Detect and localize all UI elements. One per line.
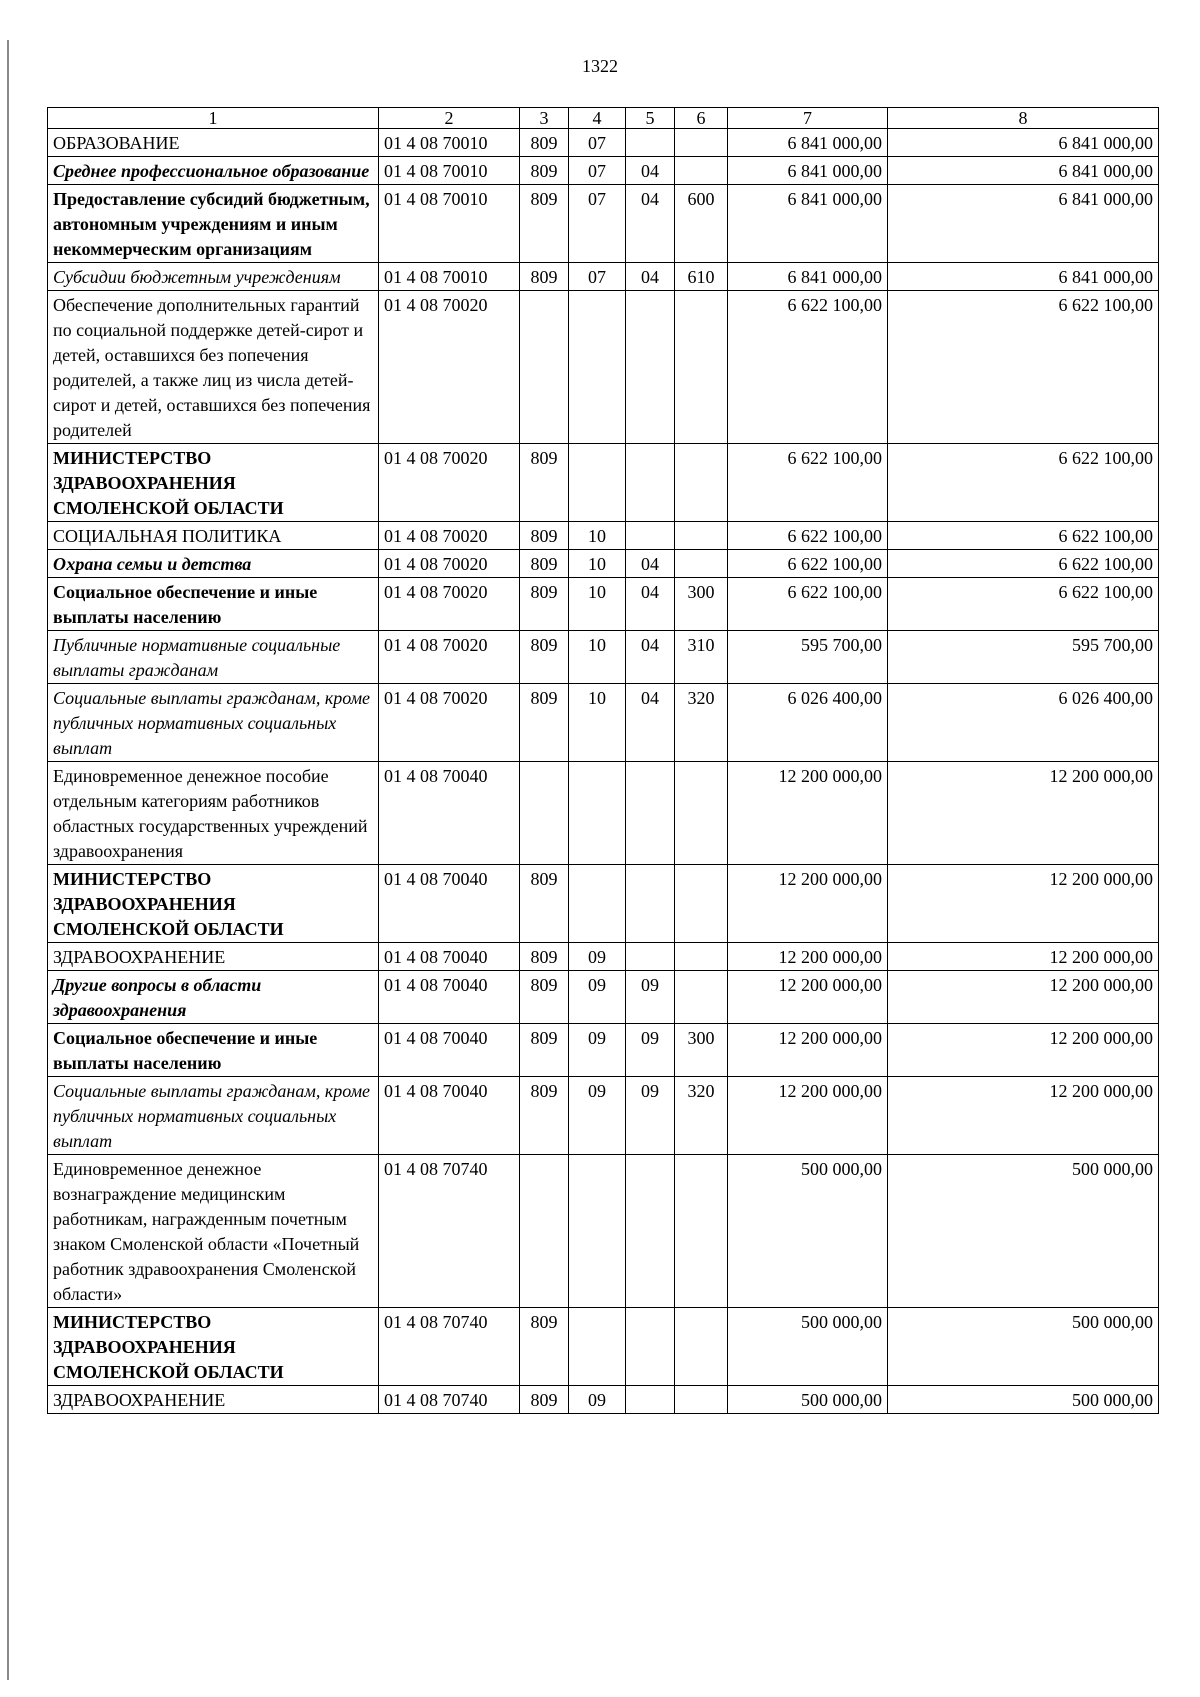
row-name: Среднее профессиональное образование	[48, 157, 379, 185]
table-row	[48, 129, 1159, 157]
amount-column-7: 12 200 000,00	[728, 762, 888, 865]
ministry-code: 809	[520, 550, 569, 578]
row-name: Охрана семьи и детства	[48, 550, 379, 578]
amount-column-7: 6 841 000,00	[728, 157, 888, 185]
expense-kind-code	[675, 1386, 728, 1414]
expense-kind-code	[675, 1308, 728, 1386]
ministry-code: 809	[520, 865, 569, 943]
subsection-code	[626, 129, 675, 157]
budget-table	[47, 107, 1159, 1414]
expense-kind-code	[675, 129, 728, 157]
section-code	[569, 291, 626, 444]
expense-kind-code	[675, 762, 728, 865]
section-code: 07	[569, 185, 626, 263]
amount-column-7: 6 622 100,00	[728, 291, 888, 444]
column-number-7: 7	[728, 108, 888, 129]
expense-kind-code	[675, 1155, 728, 1308]
row-name: МИНИСТЕРСТВО ЗДРАВООХРАНЕНИЯ СМОЛЕНСКОЙ ОБЛАСТИ	[48, 444, 379, 522]
table-row	[48, 971, 1159, 1024]
amount-column-8: 6 622 100,00	[888, 291, 1159, 444]
expense-kind-code	[675, 291, 728, 444]
row-name: ЗДРАВООХРАНЕНИЕ	[48, 1386, 379, 1414]
amount-column-8: 6 841 000,00	[888, 129, 1159, 157]
table-row	[48, 522, 1159, 550]
column-number-1: 1	[48, 108, 379, 129]
column-number-4: 4	[569, 108, 626, 129]
amount-column-7: 6 841 000,00	[728, 263, 888, 291]
subsection-code: 09	[626, 1024, 675, 1077]
row-name: Предоставление субсидий бюджетным, автономным учреждениям и иным некоммерческим организациям	[48, 185, 379, 263]
target-code: 01 4 08 70010	[379, 129, 520, 157]
ministry-code: 809	[520, 444, 569, 522]
amount-column-7: 500 000,00	[728, 1308, 888, 1386]
amount-column-8: 12 200 000,00	[888, 865, 1159, 943]
subsection-code: 04	[626, 263, 675, 291]
table-row	[48, 1024, 1159, 1077]
ministry-code: 809	[520, 631, 569, 684]
table-row	[48, 185, 1159, 263]
expense-kind-code	[675, 943, 728, 971]
amount-column-7: 6 622 100,00	[728, 444, 888, 522]
target-code: 01 4 08 70040	[379, 943, 520, 971]
table-row	[48, 444, 1159, 522]
amount-column-8: 6 026 400,00	[888, 684, 1159, 762]
row-name: Социальные выплаты гражданам, кроме публичных нормативных социальных выплат	[48, 684, 379, 762]
table-row	[48, 1155, 1159, 1308]
target-code: 01 4 08 70040	[379, 865, 520, 943]
section-code	[569, 1155, 626, 1308]
target-code: 01 4 08 70020	[379, 444, 520, 522]
row-name: Обеспечение дополнительных гарантий по социальной поддержке детей-сирот и детей, оставшихся без попечения родителей, а также лиц из числа детей-сирот и детей, оставшихся без попечения родителей	[48, 291, 379, 444]
ministry-code: 809	[520, 971, 569, 1024]
table-row	[48, 157, 1159, 185]
table-row	[48, 943, 1159, 971]
amount-column-8: 12 200 000,00	[888, 971, 1159, 1024]
expense-kind-code	[675, 444, 728, 522]
target-code: 01 4 08 70740	[379, 1155, 520, 1308]
amount-column-7: 6 841 000,00	[728, 129, 888, 157]
ministry-code: 809	[520, 157, 569, 185]
target-code: 01 4 08 70020	[379, 550, 520, 578]
ministry-code	[520, 1155, 569, 1308]
section-code: 09	[569, 1077, 626, 1155]
row-name: ЗДРАВООХРАНЕНИЕ	[48, 943, 379, 971]
section-code: 09	[569, 943, 626, 971]
page-number: 1322	[582, 56, 618, 76]
expense-kind-code: 610	[675, 263, 728, 291]
ministry-code: 809	[520, 1024, 569, 1077]
row-name: Единовременное денежное пособие отдельным категориям работников областных государственных учреждений здравоохранения	[48, 762, 379, 865]
amount-column-8: 595 700,00	[888, 631, 1159, 684]
amount-column-8: 12 200 000,00	[888, 1024, 1159, 1077]
expense-kind-code	[675, 157, 728, 185]
ministry-code: 809	[520, 1077, 569, 1155]
target-code: 01 4 08 70040	[379, 1077, 520, 1155]
amount-column-7: 6 026 400,00	[728, 684, 888, 762]
ministry-code: 809	[520, 129, 569, 157]
row-name: МИНИСТЕРСТВО ЗДРАВООХРАНЕНИЯ СМОЛЕНСКОЙ ОБЛАСТИ	[48, 865, 379, 943]
section-code	[569, 1308, 626, 1386]
subsection-code	[626, 291, 675, 444]
ministry-code: 809	[520, 684, 569, 762]
expense-kind-code: 320	[675, 684, 728, 762]
section-code	[569, 865, 626, 943]
amount-column-7: 12 200 000,00	[728, 865, 888, 943]
amount-column-8: 6 841 000,00	[888, 185, 1159, 263]
section-code	[569, 444, 626, 522]
section-code: 10	[569, 631, 626, 684]
amount-column-8: 500 000,00	[888, 1386, 1159, 1414]
row-name: ОБРАЗОВАНИЕ	[48, 129, 379, 157]
expense-kind-code: 300	[675, 1024, 728, 1077]
expense-kind-code: 300	[675, 578, 728, 631]
amount-column-8: 12 200 000,00	[888, 943, 1159, 971]
table-row	[48, 865, 1159, 943]
amount-column-8: 6 841 000,00	[888, 157, 1159, 185]
row-name: Социальное обеспечение и иные выплаты населению	[48, 578, 379, 631]
table-row	[48, 1386, 1159, 1414]
section-code: 10	[569, 550, 626, 578]
amount-column-8: 6 622 100,00	[888, 522, 1159, 550]
section-code: 09	[569, 971, 626, 1024]
target-code: 01 4 08 70010	[379, 157, 520, 185]
row-name: Публичные нормативные социальные выплаты гражданам	[48, 631, 379, 684]
target-code: 01 4 08 70020	[379, 522, 520, 550]
subsection-code: 04	[626, 157, 675, 185]
subsection-code: 04	[626, 185, 675, 263]
amount-column-7: 6 841 000,00	[728, 185, 888, 263]
ministry-code: 809	[520, 263, 569, 291]
subsection-code	[626, 943, 675, 971]
table-row	[48, 1077, 1159, 1155]
amount-column-8: 500 000,00	[888, 1155, 1159, 1308]
subsection-code	[626, 444, 675, 522]
table-row	[48, 1308, 1159, 1386]
section-code	[569, 762, 626, 865]
subsection-code: 04	[626, 550, 675, 578]
target-code: 01 4 08 70010	[379, 185, 520, 263]
column-number-8: 8	[888, 108, 1159, 129]
table-row	[48, 263, 1159, 291]
target-code: 01 4 08 70040	[379, 762, 520, 865]
column-number-3: 3	[520, 108, 569, 129]
row-name: Единовременное денежное вознаграждение медицинским работникам, награжденным почетным знаком Смоленской области «Почетный работник здравоохранения Смоленской области»	[48, 1155, 379, 1308]
section-code: 09	[569, 1386, 626, 1414]
table-row	[48, 291, 1159, 444]
amount-column-7: 12 200 000,00	[728, 943, 888, 971]
subsection-code: 04	[626, 631, 675, 684]
section-code: 07	[569, 129, 626, 157]
amount-column-7: 6 622 100,00	[728, 578, 888, 631]
section-code: 10	[569, 522, 626, 550]
section-code: 07	[569, 263, 626, 291]
table-row	[48, 631, 1159, 684]
subsection-code	[626, 1308, 675, 1386]
table-row	[48, 578, 1159, 631]
table-header-row	[48, 108, 1159, 129]
table-row	[48, 684, 1159, 762]
row-name: Социальные выплаты гражданам, кроме публичных нормативных социальных выплат	[48, 1077, 379, 1155]
amount-column-8: 6 622 100,00	[888, 444, 1159, 522]
target-code: 01 4 08 70040	[379, 1024, 520, 1077]
subsection-code	[626, 762, 675, 865]
target-code: 01 4 08 70020	[379, 631, 520, 684]
amount-column-8: 6 622 100,00	[888, 550, 1159, 578]
section-code: 07	[569, 157, 626, 185]
target-code: 01 4 08 70740	[379, 1308, 520, 1386]
amount-column-7: 500 000,00	[728, 1386, 888, 1414]
target-code: 01 4 08 70020	[379, 684, 520, 762]
amount-column-8: 6 622 100,00	[888, 578, 1159, 631]
column-number-5: 5	[626, 108, 675, 129]
expense-kind-code	[675, 865, 728, 943]
amount-column-8: 6 841 000,00	[888, 263, 1159, 291]
amount-column-8: 12 200 000,00	[888, 762, 1159, 865]
column-number-6: 6	[675, 108, 728, 129]
ministry-code: 809	[520, 185, 569, 263]
amount-column-7: 12 200 000,00	[728, 1077, 888, 1155]
ministry-code: 809	[520, 522, 569, 550]
expense-kind-code: 600	[675, 185, 728, 263]
amount-column-7: 12 200 000,00	[728, 971, 888, 1024]
table-body	[48, 108, 1159, 1414]
ministry-code	[520, 291, 569, 444]
amount-column-7: 6 622 100,00	[728, 522, 888, 550]
target-code: 01 4 08 70020	[379, 578, 520, 631]
subsection-code	[626, 1155, 675, 1308]
scan-edge-line	[7, 40, 9, 1680]
table-row	[48, 762, 1159, 865]
target-code: 01 4 08 70040	[379, 971, 520, 1024]
amount-column-8: 500 000,00	[888, 1308, 1159, 1386]
ministry-code: 809	[520, 1386, 569, 1414]
ministry-code: 809	[520, 943, 569, 971]
amount-column-7: 12 200 000,00	[728, 1024, 888, 1077]
subsection-code: 04	[626, 578, 675, 631]
row-name: Субсидии бюджетным учреждениям	[48, 263, 379, 291]
expense-kind-code	[675, 522, 728, 550]
subsection-code	[626, 865, 675, 943]
subsection-code: 04	[626, 684, 675, 762]
expense-kind-code	[675, 550, 728, 578]
section-code: 09	[569, 1024, 626, 1077]
row-name: СОЦИАЛЬНАЯ ПОЛИТИКА	[48, 522, 379, 550]
target-code: 01 4 08 70020	[379, 291, 520, 444]
amount-column-7: 6 622 100,00	[728, 550, 888, 578]
ministry-code	[520, 762, 569, 865]
section-code: 10	[569, 578, 626, 631]
expense-kind-code	[675, 971, 728, 1024]
subsection-code	[626, 522, 675, 550]
column-number-2: 2	[379, 108, 520, 129]
ministry-code: 809	[520, 1308, 569, 1386]
amount-column-8: 12 200 000,00	[888, 1077, 1159, 1155]
target-code: 01 4 08 70740	[379, 1386, 520, 1414]
row-name: Другие вопросы в области здравоохранения	[48, 971, 379, 1024]
row-name: МИНИСТЕРСТВО ЗДРАВООХРАНЕНИЯ СМОЛЕНСКОЙ ОБЛАСТИ	[48, 1308, 379, 1386]
subsection-code: 09	[626, 1077, 675, 1155]
ministry-code: 809	[520, 578, 569, 631]
row-name: Социальное обеспечение и иные выплаты населению	[48, 1024, 379, 1077]
expense-kind-code: 310	[675, 631, 728, 684]
target-code: 01 4 08 70010	[379, 263, 520, 291]
subsection-code	[626, 1386, 675, 1414]
expense-kind-code: 320	[675, 1077, 728, 1155]
amount-column-7: 500 000,00	[728, 1155, 888, 1308]
table-row	[48, 550, 1159, 578]
subsection-code: 09	[626, 971, 675, 1024]
section-code: 10	[569, 684, 626, 762]
amount-column-7: 595 700,00	[728, 631, 888, 684]
